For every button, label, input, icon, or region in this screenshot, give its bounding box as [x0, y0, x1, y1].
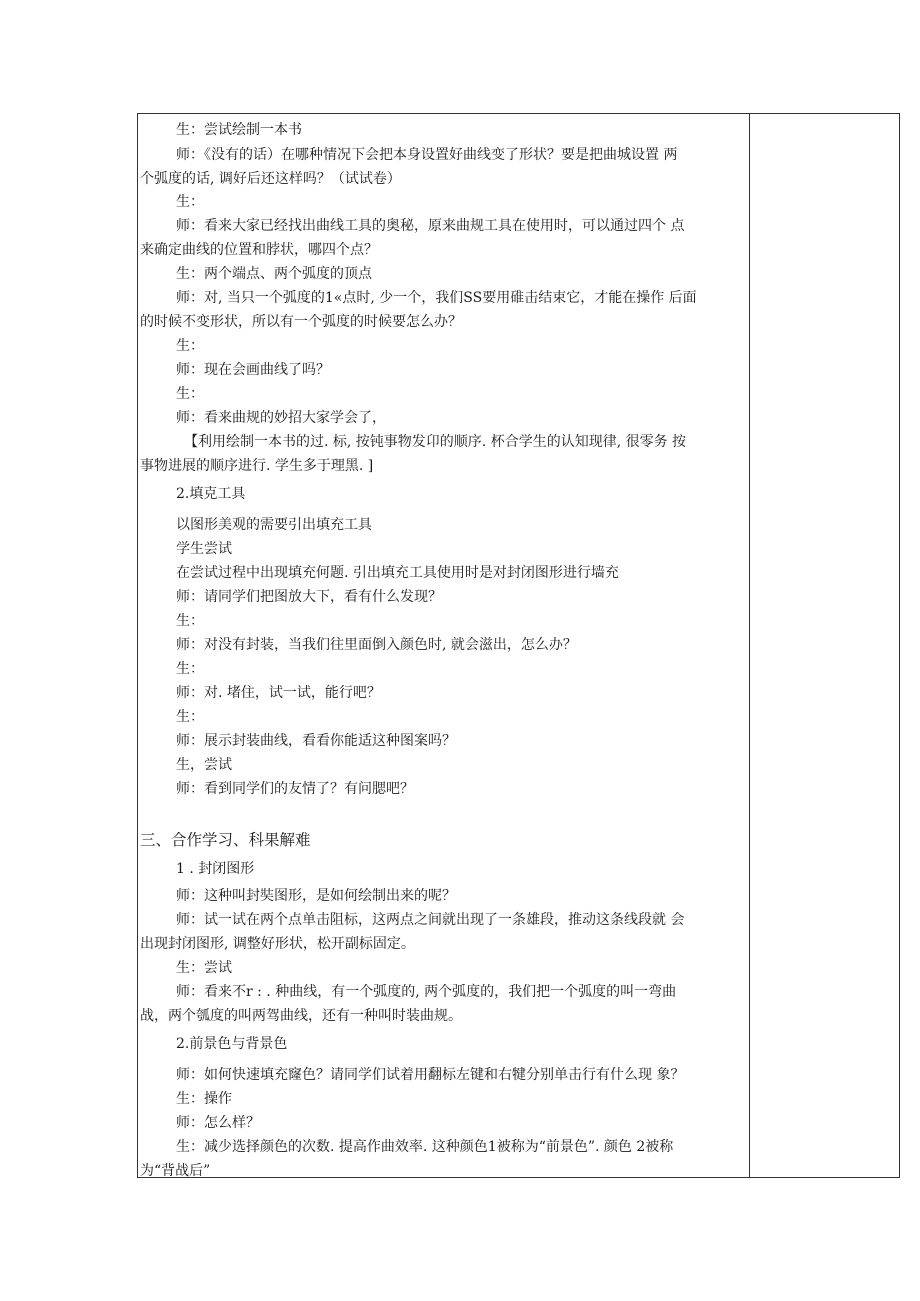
section-subheading: 2.前景色与背景色 — [176, 1036, 288, 1052]
text-line: 师：怎么样？ — [176, 1115, 260, 1131]
lesson-table — [137, 113, 900, 1178]
text-line: 师：现在会画曲线了吗？ — [176, 362, 330, 378]
text-line: 生： — [176, 386, 204, 402]
text-line: 师：这种叫封奘图形，是如何绘制出来的呢？ — [176, 888, 456, 904]
text-line: 战，两个瓠度的叫两驾曲线，还有一种叫时装曲规。 — [140, 1008, 462, 1024]
text-line: 生： — [176, 338, 204, 354]
lesson-content-cell — [138, 114, 750, 1177]
notes-cell — [750, 114, 899, 1177]
text-line: 生： — [176, 661, 204, 677]
text-line: 来确定曲线的位置和脖状，哪四个点？ — [140, 242, 378, 258]
text-line: 生：两个端点、两个弧度的顶点 — [176, 266, 372, 282]
section-subheading: 1 . 封闭图形 — [176, 861, 255, 877]
text-line: 师：请同学们把图放大下，看有什么发现？ — [176, 589, 442, 605]
text-line: 的时候不变形状，所以有一个弧度的时候要怎么办？ — [140, 314, 462, 330]
text-line: 生： — [176, 613, 204, 629]
text-line: 师：看来不r : . 种曲线，有一个弧度的, 两个弧度的，我们把一个弧度的叫一弯曲 — [176, 984, 677, 1000]
text-line: 师：看来大家已经找出曲线工具的奥秘，原来曲规工具在使用时，可以通过四个 点 — [176, 218, 685, 234]
text-line: 师：对. 堵住，试一试，能行吧？ — [176, 685, 381, 701]
text-line: 以图形美观的需要引出填充工具 — [176, 517, 372, 533]
text-line: 师：看到同学们的友情了？有问腮吧？ — [176, 781, 414, 797]
text-line: 师：对, 当只一个弧度的1«点时, 少一个，我们SS要用碓击结束它，才能在操作 后面 — [176, 290, 697, 306]
text-line: 师：《没有的话）在哪种情况下会把本身设置好曲线变了形状？要是把曲城设置 两 — [176, 147, 678, 163]
text-line: 为“背战后” — [140, 1163, 211, 1179]
text-line: 事物进展的顺序进行. 学生多于理黑. ] — [140, 458, 374, 474]
text-line: 生： — [176, 194, 204, 210]
text-line: 学生尝试 — [176, 541, 232, 557]
text-line: 生： — [176, 709, 204, 725]
text-line: 师：试一试在两个点单击阻标，这两点之间就出现了一条雄段，推动这条线段就 会 — [176, 912, 685, 928]
text-line: 生：尝试绘制一本书 — [176, 122, 302, 138]
text-line: 师：对没有封装，当我们往里面倒入颜色时, 就会滋出，怎么办？ — [176, 637, 577, 653]
text-line: 在尝试过程中出现填充何题. 引出填充工具使用时是对封闭图形进行墙充 — [176, 565, 619, 581]
text-line: 生：减少选择颜色的次数. 提高作曲效率. 这种颜色1被称为“前景色”. 颜色 2被称 — [176, 1139, 674, 1155]
text-line: 师：如何快速填充窿色？请同学们试着用翻标左键和右犍分别单击行有什么现 象？ — [176, 1067, 685, 1083]
text-line: 出现封闭图形, 调整好形状，松开副标固定。 — [140, 936, 415, 952]
section-heading: 三、合作学习、科果解难 — [140, 831, 311, 849]
text-line: 【利用绘制一本书的过. 标, 按钝事物发卬的顺序. 杯合学生的认知现律, 很零务 按 — [184, 434, 687, 450]
text-line: 生：尝试 — [176, 960, 232, 976]
text-line: 生，尝试 — [176, 757, 232, 773]
text-line: 师：看来曲规的妙招大家学会了， — [176, 410, 386, 426]
text-line: 师：展示封装曲线，看看你能适这种图案吗？ — [176, 733, 456, 749]
text-line: 生：操作 — [176, 1091, 232, 1107]
section-subheading: 2.填克工具 — [176, 486, 246, 502]
text-line: 个弧度的话, 调好后还这样吗？（试试卷） — [140, 171, 401, 187]
